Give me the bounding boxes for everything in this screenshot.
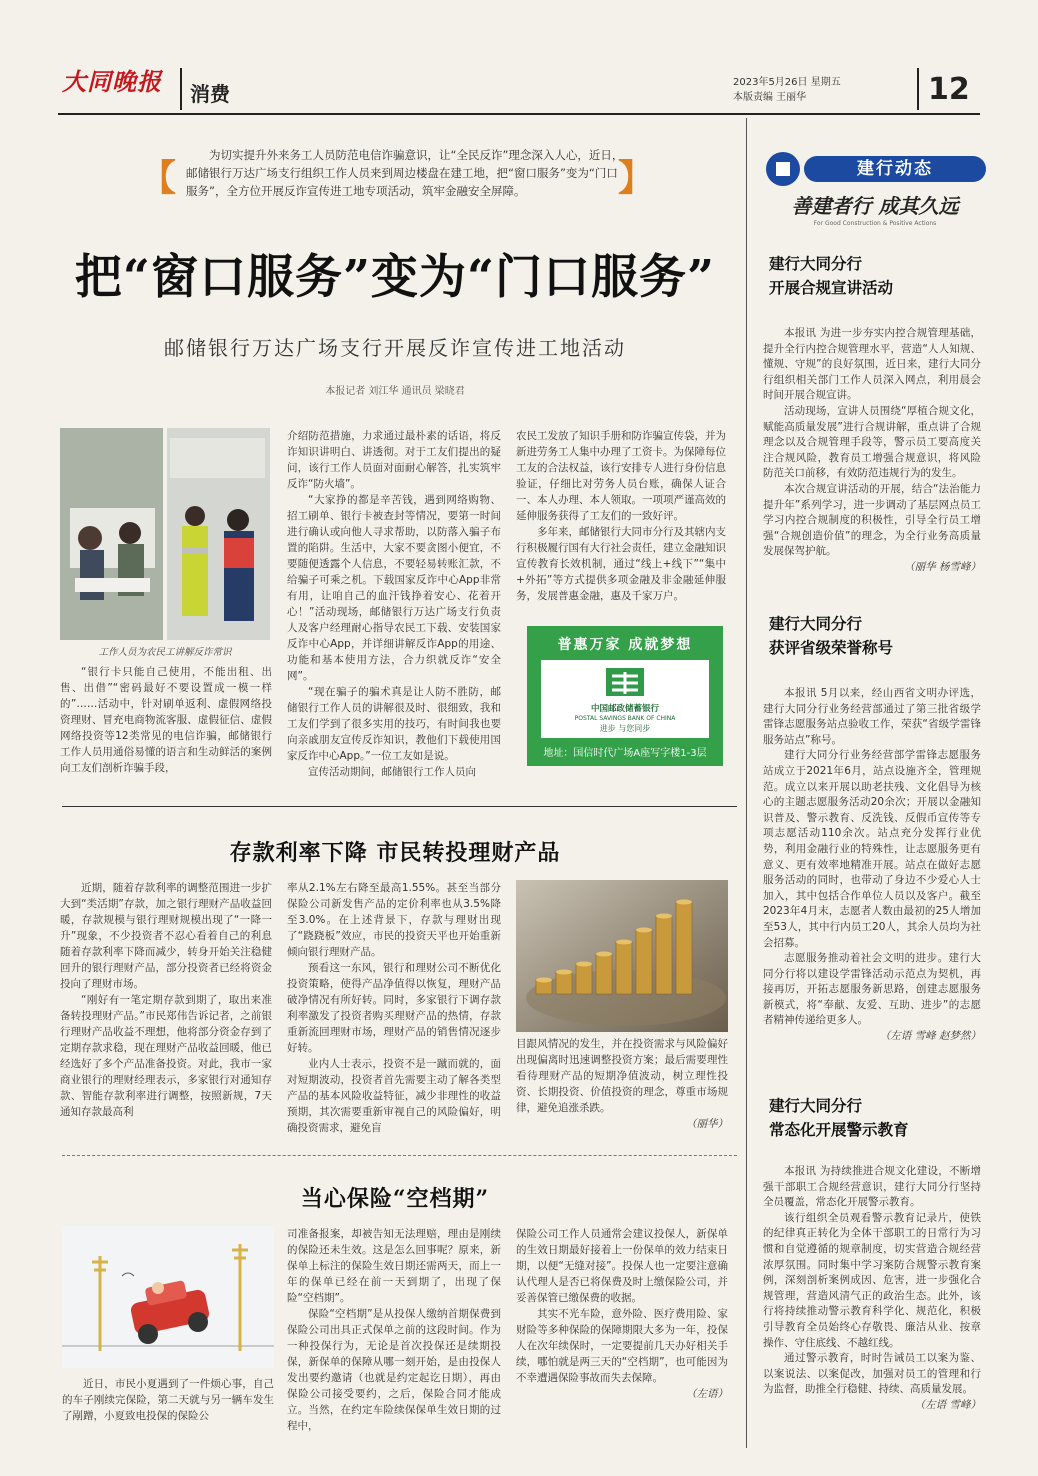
paragraph: 预看这一东风，银行和理财公司不断优化投资策略，使得产品净值得以恢复，理财产品破净情况有所好转。同时，多家银行下调存款利率激发了投资者购买理财产品的热情，存款重新流回理财市场，理财产品的销售情况逐步好转。: [287, 962, 501, 1054]
paragraph: 本报讯 为进一步夯实内控合规管理基础，提升全行内控合规管理水平，营造“人人知规、懂规、守规”的良好氛围，近日来，建行大同分行组织相关部门工作人员深入网点，利用晨会时间开展合规宣讲。: [763, 327, 981, 402]
sidebar-item-2-sign: （左语 雪峰 赵梦然）: [879, 1030, 981, 1043]
paragraph: 本次合规宣讲活动的开展，结合“法治能力提升年”系列学习，进一步调动了基层网点员工学习内控合规制度的积极性，引导全行员工增强“合规创造价值”的理念，为全行业务高质量发展保驾护航。: [763, 482, 981, 558]
ad-slogan: 进步 与您同步: [599, 724, 651, 733]
left-bracket: 【: [140, 158, 177, 199]
lead-column-2: [287, 428, 501, 780]
story2-column-1: [60, 880, 272, 1120]
story3-sign: （左语）: [686, 1388, 728, 1400]
paragraph: 多年来，邮储银行大同市分行及其辖内支行积极履行国有大行社会责任，建立金融知识宣传教育长效机制，通过“线上+线下”“集中+外拓”等方式提供多项金融及非金融延伸服务，发展普惠金融，惠及千家万户。: [516, 526, 726, 602]
photo-caption: 工作人员为农民工讲解反诈常识: [98, 647, 232, 658]
paragraph: 近日，市民小夏遇到了一件烦心事，自己的车子刚续完保险，第二天就与另一辆车发生了剐蹭，小夏致电投保的保险公: [62, 1378, 274, 1422]
page-number: 12: [928, 72, 970, 107]
page-editor: 本版责编 王丽华: [733, 92, 807, 103]
paragraph: 近期，随着存款利率的调整范围进一步扩大到“类活期”存款，加之银行理财产品收益回暖，存款规模与银行理财规模出现了“一降一升”现象，不少投资者不忍心看着自己的利息随着存款利率下降而减少，转身开始关注稳健回升的银行理财产品，部分投资者已经将资金投向了理财市场。: [60, 882, 272, 990]
paragraph: 保险“空档期”是从投保人缴纳首期保费到保险公司出具正式保单之前的这段时间。作为一种投保行为，无论是首次投保还是续期投保，新保单的保障从哪一刻开始，是由投保人发出要约邀请（也就是约定起讫日期），再由保险公司接受要约，之后，保险合同才能成立。当然，在约定车险续保保单生效日期的过程中，: [287, 1308, 501, 1432]
paragraph: 志愿服务推动着社会文明的进步。建行大同分行将以建设学雷锋活动示范点为契机，再接再厉，开拓志愿服务新思路，创建志愿服务新模式，将“奉献、友爱、互助、进步”的志愿者精神传递给更多人。: [763, 952, 981, 1027]
sidebar-item-3-body: [763, 1164, 981, 1414]
paragraph: “现在骗子的骗术真是让人防不胜防，邮储银行工作人员的讲解很及时、很细致，我和工友们学到了很多实用的技巧，有时间我也要向亲戚朋友宣传反诈知识，教他们下载使用国家反诈中心App。”一位工友如是说。: [287, 686, 501, 762]
paragraph: 该行组织全员观看警示教育记录片，使铁的纪律真正转化为全体干部职工的日常行为习惯和自觉遵循的规章制度，切实营造合规经营浓厚氛围。同时集中学习案防合规警示教育案例，深刻剖析案例成因、危害，进一步强化合规管理，营造风清气正的政治生态。此外，该行将持续推动警示教育科学化、规范化，积极引导教育全员始终心存敬畏、廉洁从业、按章操作、守住底线、不越红线。: [763, 1211, 981, 1349]
sidebar-item-2-title: [769, 612, 893, 660]
sidebar-item-1-title: [769, 252, 893, 300]
coins-photo: [516, 880, 728, 1032]
ad-logo-panel: [541, 660, 709, 738]
sidebar-item-3-sign: （左语 雪峰）: [914, 1398, 981, 1411]
right-bracket: 】: [618, 158, 655, 199]
title-line: 常态化开展警示教育: [769, 1121, 909, 1139]
ad-bank-name-en: POSTAL SAVINGS BANK OF CHINA: [574, 715, 676, 722]
paragraph: 本报讯 为持续推进合规文化建设，不断增强干部职工合规经营意识，建行大同分行坚持全员覆盖，常态化开展警示教育。: [763, 1165, 981, 1209]
title-line: 建行大同分行: [769, 615, 863, 633]
paragraph: 建行大同分行业务经营部学雷锋志愿服务站成立于2021年6月，站点设施齐全，管理规范。成立以来开展以助老扶残、文化倡导为核心的主题志愿服务活动20余次；开展以金融知识普及、警示教育、反洗钱、反假币宣传等专项志愿活动110余次。站点充分发挥行业优势，利用金融行业的特殊性，让志愿服务更有意义、更有效率地精准开展。站点在做好志愿服务活动的同时，也带动了身边不少爱心人士加入，其中包括合作单位人员以及客户。截至2023年4月末，志愿者人数由最初的25人增加至53人，其中行内员工20人，其余人员均为社会招募。: [763, 749, 981, 949]
lead-byline: 本报记者 刘江华 通讯员 梁晓君: [325, 386, 465, 397]
brand-en: For Good Construction & Positive Actions: [813, 220, 937, 227]
ad-address: 地址：国信时代广场A座写字楼1-3层: [543, 748, 707, 759]
psbc-logo-icon: [604, 664, 646, 700]
sidebar-item-3-title: [769, 1094, 909, 1142]
insurance-cartoon: [62, 1226, 274, 1368]
story2-column-3: [516, 1036, 728, 1132]
sidebar-item-2-body: [763, 686, 981, 1045]
masthead-divider: [180, 68, 182, 110]
pagenum-divider: [917, 68, 919, 110]
lead-intro: 为切实提升外来务工人员防范电信诈骗意识，让“全民反诈”理念深入人心，近日，邮储银行万达广场支行组织工作人员来到周边楼盘在建工地，把“窗口服务”变为“门口服务”，全方位开展反诈宣传进工地专项活动，筑牢金融安全屏障。: [186, 148, 624, 198]
issue-date: 2023年5月26日 星期五: [733, 77, 841, 88]
paragraph: 宣传活动期间，邮储银行工作人员向: [308, 766, 476, 778]
paragraph: 农民工发放了知识手册和防诈骗宣传袋，并为新进劳务工人集中办理了工资卡。为保障每位工友的合法权益，该行安排专人进行身份信息验证，仔细比对劳务人员台账，确保人证合一、本人办理、本人领取。一项项严谨高效的延伸服务获得了工友们的一致好评。: [516, 430, 726, 522]
paragraph: “银行卡只能自己使用，不能出租、出售、出借”“密码最好不要设置成一模一样的”……活动中，针对刷单返利、虚假网络投资理财、冒充电商物流客服、虚假征信、虚假网络投资等12类常见的电信诈骗，邮储银行工作人员用通俗易懂的语言和生动鲜活的案例向工友们剖析诈骗手段，: [60, 666, 272, 774]
paragraph: 活动现场，宣讲人员围绕“厚植合规文化，赋能高质量发展”进行合规讲解，重点讲了合规理念以及合规管理手段等，警示员工要高度关注合规风险，教育员工增强合规意识，将风险防范关口前移，有效防范违规行为的发生。: [763, 404, 981, 480]
story2-sign: （丽华）: [686, 1118, 728, 1130]
title-line: 建行大同分行: [769, 255, 863, 273]
sidebar-item-1-body: [763, 326, 981, 576]
brand-slogan: 善建者行 成其久远: [791, 194, 959, 218]
story3-column-2: [287, 1226, 501, 1434]
paragraph: 保险公司工作人员通常会建议投保人，新保单的生效日期最好接着上一份保单的效力结束日期，以便“无缝对接”。投保人也一定要注意确认代理人是否已将保费及时上缴保险公司，并妥善保管已缴保费的收据。: [516, 1228, 728, 1304]
dateline: [733, 75, 841, 105]
story3-rule: [62, 1155, 737, 1156]
paragraph: 其实不光车险，意外险、医疗费用险、家财险等多种保险的保障期限大多为一年，投保人在次年续保时，一定要提前几天办好相关手续，哪怕就是两三天的“空档期”，也可能因为不幸遭遇保险事故而失去保障。: [516, 1308, 728, 1384]
title-line: 开展合规宣讲活动: [769, 279, 894, 297]
story3-column-3: [516, 1226, 728, 1402]
ccb-brand-box: [764, 146, 986, 246]
story2-headline: 存款利率下降 市民转投理财产品: [229, 840, 561, 866]
sidebar-item-1-sign: （丽华 杨雪峰）: [904, 560, 981, 573]
paragraph: 业内人士表示，投资不是一蹴而就的，面对短期波动，投资者首先需要主动了解各类型产品的基本风险收益特征，减少非理性的收益预期，其次需要重新审视自己的风险偏好，明确投资需求，避免盲: [287, 1058, 501, 1134]
ad-bank-name: 中国邮政储蓄银行: [590, 704, 659, 714]
paragraph: 通过警示教育，时时告诫员工以案为鉴、以案说法、以案促改，加强对员工的管理和行为监督，助推全行稳健、持续、高质量发展。: [763, 1352, 981, 1396]
paragraph: 司准备报案，却被告知无法理赔，理由是刚续的保险还未生效。这是怎么回事呢？原来，新保单上标注的保险生效日期还需两天，而上一年的保单已经在前一天到期了，出现了保险“空档期”。: [287, 1228, 501, 1304]
lead-column-1: [60, 664, 272, 776]
story3-headline: 当心保险“空档期”: [300, 1186, 490, 1212]
paragraph: 本报讯 5月以来，经山西省文明办评选，建行大同分行业务经营部通过了第三批省级学雷锋志愿服务站点验收工作，荣获“省级学雷锋服务站点”称号。: [763, 687, 981, 746]
paragraph: 目跟风情况的发生，并在投资需求与风险偏好出现偏离时迅速调整投资方案；最后需要理性看待理财产品的短期净值波动，树立理性投资、长期投资、价值投资的理念，尊重市场规律，避免追涨杀跌。: [516, 1038, 728, 1114]
title-line: 获评省级荣誉称号: [769, 639, 894, 657]
story2-column-2: [287, 880, 501, 1136]
ccb-logo-icon: [766, 152, 800, 186]
title-line: 建行大同分行: [769, 1097, 863, 1115]
story2-rule: [62, 806, 737, 807]
header-rule: [58, 113, 980, 115]
newspaper-logo: 大同晚报: [62, 67, 162, 96]
paragraph: “刚好有一笔定期存款到期了，取出来准备转投理财产品。”市民郑伟告诉记者，之前银行理财产品收益不理想，他将部分资金存到了定期存款求稳，现在理财产品收益回暖，他已经选好了多个产品准备投资。对此，我市一家商业银行的理财经理表示，多家银行对通知存款、智能存款利率进行调整，按照新规，7天通知存款最高利: [60, 994, 272, 1118]
brand-title: 建行动态: [804, 156, 986, 182]
paragraph: 介绍防范措施，力求通过最朴素的话语，将反诈知识讲明白、讲透彻。对于工友们提出的疑问，该行工作人员面对面耐心解答，扎实筑牢反诈“防火墙”。: [287, 430, 501, 490]
paragraph: 率从2.1%左右降至最高1.55%。甚至当部分保险公司新发售产品的定价利率也从3.5%降至3.0%。在上述背景下，存款与理财出现了“跷跷板”效应，市民的投资天平也开始重新倾向银行理财产品。: [287, 882, 501, 958]
section-title: 消费: [190, 82, 230, 106]
paragraph: “大家挣的都是辛苦钱，遇到网络购物、招工刷单、银行卡被查封等情况，要第一时间进行确认或向他人寻求帮助，以防落入骗子布置的陷阱。生活中，大家不要贪图小便宜，不要随便透露个人信息，不要轻易转账汇款，不给骗子可乘之机。下载国家反诈中心App非常有用，让咱自己的血汗钱挣着安心、花着开心！”活动现场，邮储银行万达广场支行负责人及客户经理耐心指导农民工下载、安装国家反诈中心App，并详细讲解反诈App的用途、功能和基本使用方法，合力织就反诈“安全网”。: [287, 494, 501, 682]
psbc-advert: [527, 626, 723, 766]
sidebar-divider: [746, 118, 747, 1448]
lead-photo: [60, 428, 270, 640]
story3-column-1: [62, 1376, 274, 1424]
lead-headline: 把“窗口服务”变为“门口服务”: [74, 250, 716, 305]
ad-title: 普惠万家 成就梦想: [557, 637, 693, 653]
lead-column-3: [516, 428, 726, 604]
lead-subhead: 邮储银行万达广场支行开展反诈宣传进工地活动: [164, 336, 626, 360]
